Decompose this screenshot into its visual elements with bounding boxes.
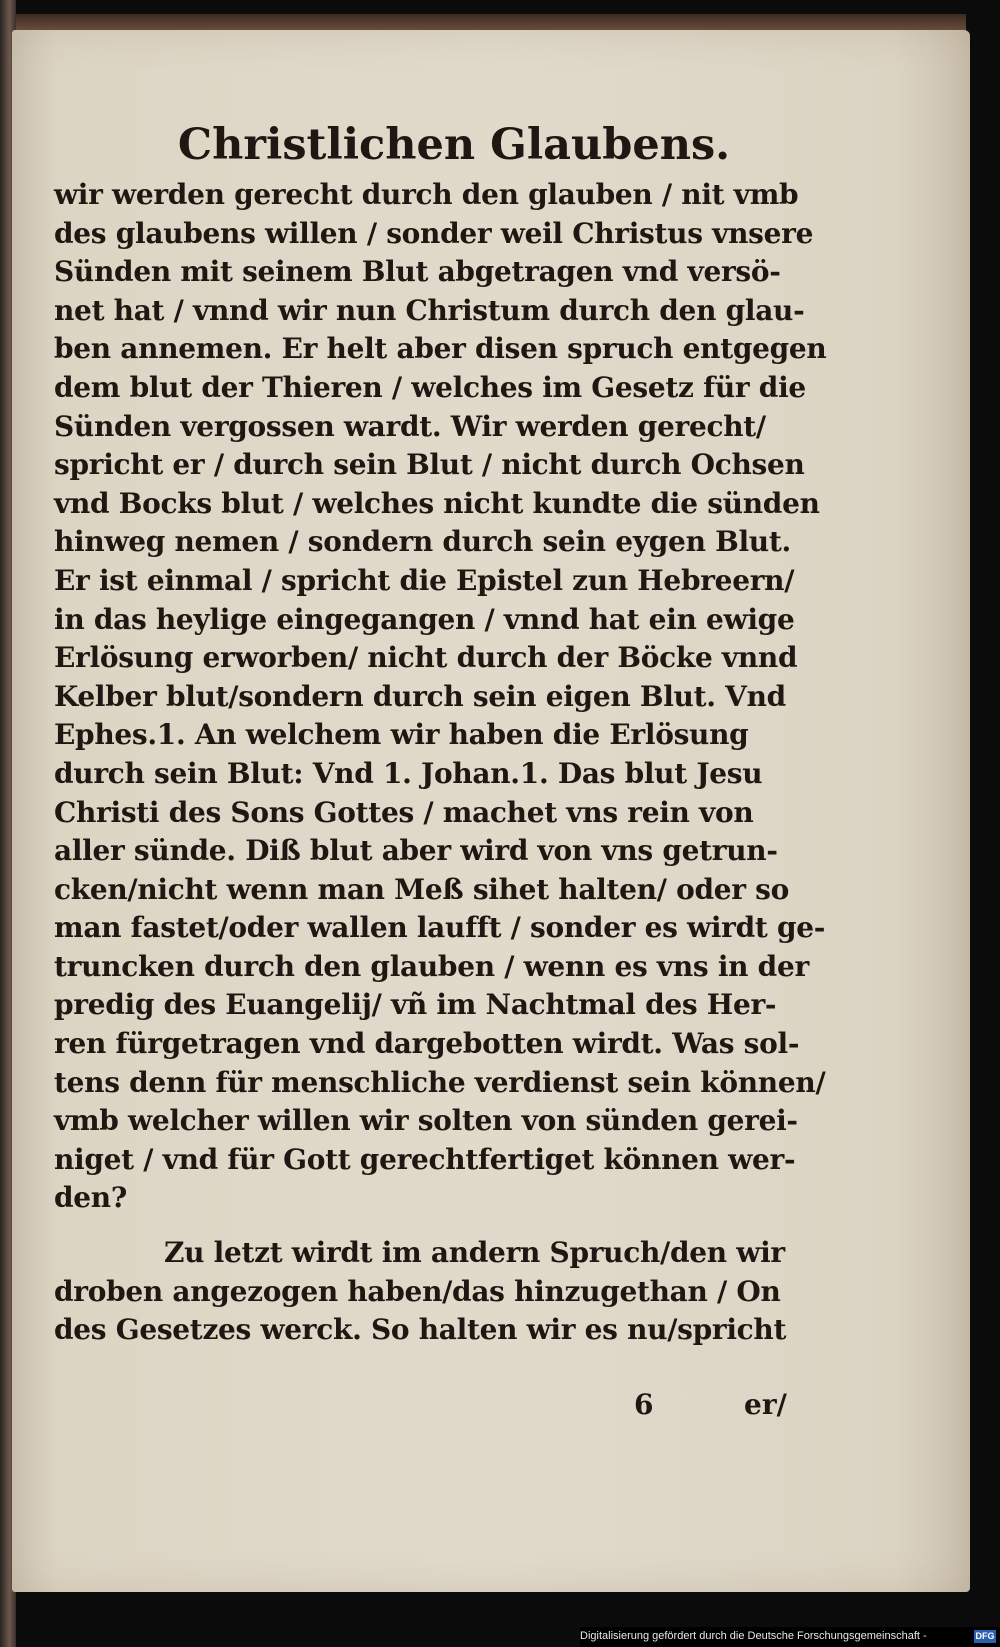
paragraph-gap <box>54 1218 854 1234</box>
text-line: hinweg nemen / sondern durch sein eygen Blut. <box>54 525 791 559</box>
text-line: des glaubens willen / sonder weil Christus vnsere <box>54 216 814 250</box>
text-line: truncken durch den glauben / wenn es vns in der <box>54 949 809 983</box>
text-line: Christi des Sons Gottes / machet vns rein von <box>54 795 754 829</box>
text-line: tens denn für menschliche verdienst sein können/ <box>54 1065 826 1099</box>
text-line: ren fürgetragen vnd dargebotten wirdt. Was sol- <box>54 1027 800 1061</box>
text-line: vnd Bocks blut / welches nicht kundte die sünden <box>54 486 820 520</box>
text-line: predig des Euangelij/ vñ im Nachtmal des Her- <box>54 988 777 1022</box>
text-line: Sünden mit seinem Blut abgetragen vnd versö- <box>54 255 781 289</box>
book-page <box>12 30 970 1592</box>
text-line: spricht er / durch sein Blut / nicht durch Ochsen <box>54 448 805 482</box>
text-line: Kelber blut/sondern durch sein eigen Blut. Vnd <box>54 679 786 713</box>
text-line: Sünden vergossen wardt. Wir werden gerecht/ <box>54 409 766 443</box>
text-line: man fastet/oder wallen laufft / sonder es wirdt ge- <box>54 911 826 945</box>
text-line: Zu letzt wirdt im andern Spruch/den wir <box>164 1236 785 1270</box>
text-line: niget / vnd für Gott gerechtfertiget können wer- <box>54 1142 796 1176</box>
text-line: cken/nicht wenn man Meß sihet halten/ oder so <box>54 872 789 906</box>
signature-mark: 6 <box>634 1388 654 1421</box>
footer-credit: Digitalisierung gefördert durch die Deutsche Forschungsgemeinschaft - <box>580 1630 927 1642</box>
text-line: net hat / vnnd wir nun Christum durch den glau- <box>54 293 805 327</box>
running-head: Christlichen Glaubens. <box>177 120 731 170</box>
text-line: in das heylige eingegangen / vnnd hat ein ewige <box>54 602 795 636</box>
catchword: er/ <box>744 1388 787 1421</box>
page-foot <box>12 1388 832 1428</box>
text-line: durch sein Blut: Vnd 1. Johan.1. Das blut Jesu <box>54 756 763 790</box>
text-line: droben angezogen haben/das hinzugethan / On <box>54 1274 781 1308</box>
digitization-footer <box>580 1627 1000 1647</box>
text-line: vmb welcher willen wir solten von sünden gerei- <box>54 1104 798 1138</box>
dfg-logo-icon: DFG <box>975 1631 995 1641</box>
text-line: aller sünde. Diß blut aber wird von vns getrun- <box>54 834 778 868</box>
text-line: dem blut der Thieren / welches im Gesetz für die <box>54 370 806 404</box>
text-line: den? <box>54 1181 127 1215</box>
text-line: des Gesetzes werck. So halten wir es nu/spricht <box>54 1313 787 1347</box>
text-line: ben annemen. Er helt aber disen spruch entgegen <box>54 332 827 366</box>
paragraph-1 <box>54 176 854 1218</box>
text-block <box>54 82 854 1350</box>
text-line: Ephes.1. An welchem wir haben die Erlösung <box>54 718 749 752</box>
text-line: Er ist einmal / spricht die Epistel zun Hebreern/ <box>54 563 795 597</box>
text-line: Erlösung erworben/ nicht durch der Böcke vnnd <box>54 641 798 675</box>
paragraph-2 <box>54 1234 854 1350</box>
text-line: wir werden gerecht durch den glauben / nit vmb <box>54 178 799 211</box>
